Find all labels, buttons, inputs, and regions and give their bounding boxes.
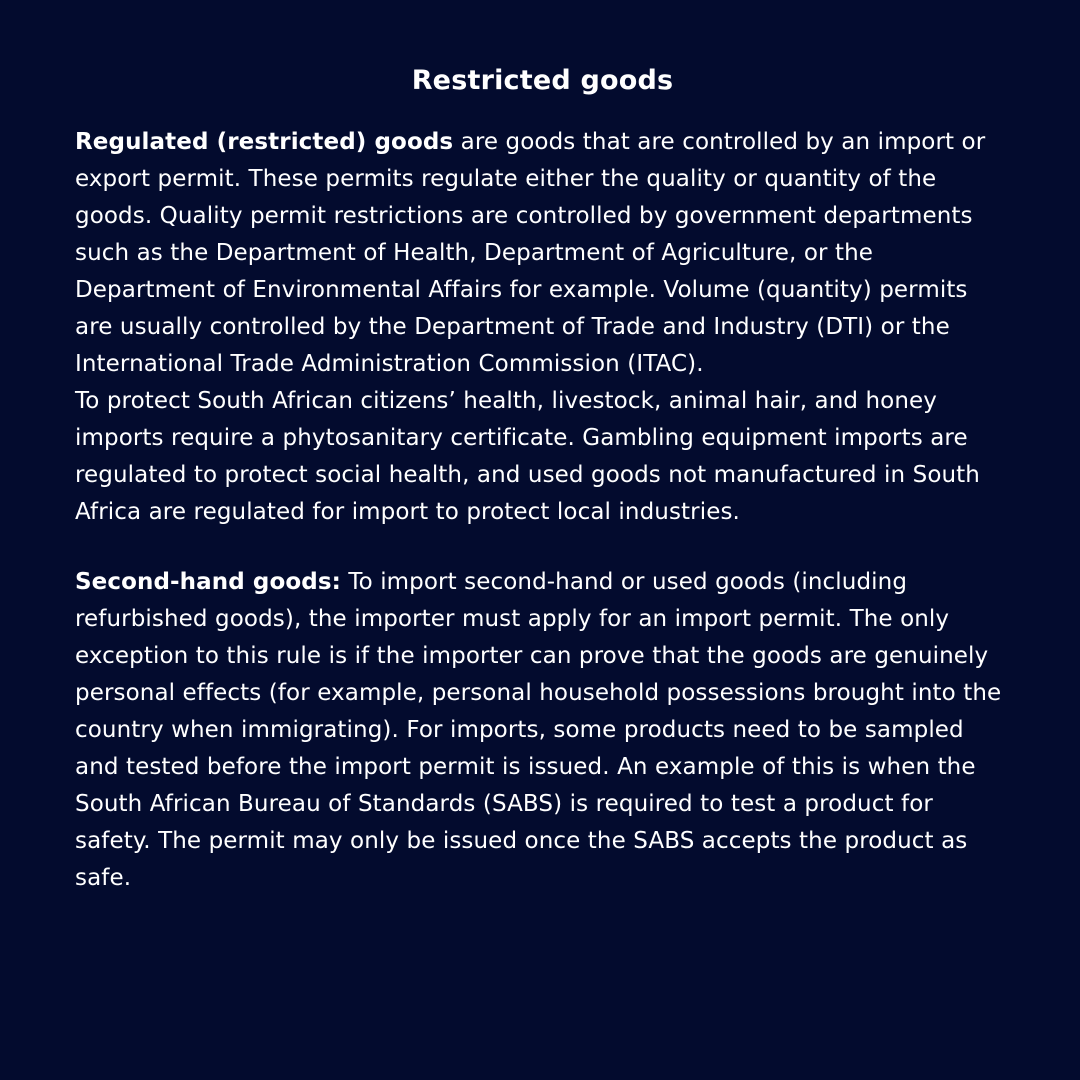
citizens-health-paragraph: To protect South African citizens’ health, livestock, animal hair, and honey imports require a phytosanitary certificate. Gambling equipment imports are regulated to protect social health, and used goods not manufactured in South Africa are regulated for import to protect local industries. [75,388,980,525]
regulated-goods-lead: Regulated (restricted) goods [75,129,454,155]
page-title: Restricted goods [411,65,674,96]
second-hand-goods-text: To import second-hand or used goods (including refurbished goods), the importer must apply for an import permit. The only exception to this rule is if the importer can prove that the goods are genuinely personal effects (for example, personal household possessions brought into the country when immigrating). For imports, some products need to be sampled and tested before the import permit is issued. An example of this is when the South African Bureau of Standards (SABS) is required to test a product for safety. The permit may only be issued once the SABS accepts the product as safe. [75,569,1002,891]
second-hand-goods-lead: Second-hand goods: [75,569,341,595]
regulated-goods-text: are goods that are controlled by an import or export permit. These permits regulate either the quality or quantity of the goods. Quality permit restrictions are controlled by government departments such as the Department of Health, Department of Agriculture, or the Department of Environmental Affairs for example. Volume (quantity) permits are usually controlled by the Department of Trade and Industry (DTI) or the International Trade Administration Commission (ITAC). [75,129,986,377]
second-hand-goods-paragraph [75,564,1010,897]
regulated-goods-paragraph [75,124,1010,383]
